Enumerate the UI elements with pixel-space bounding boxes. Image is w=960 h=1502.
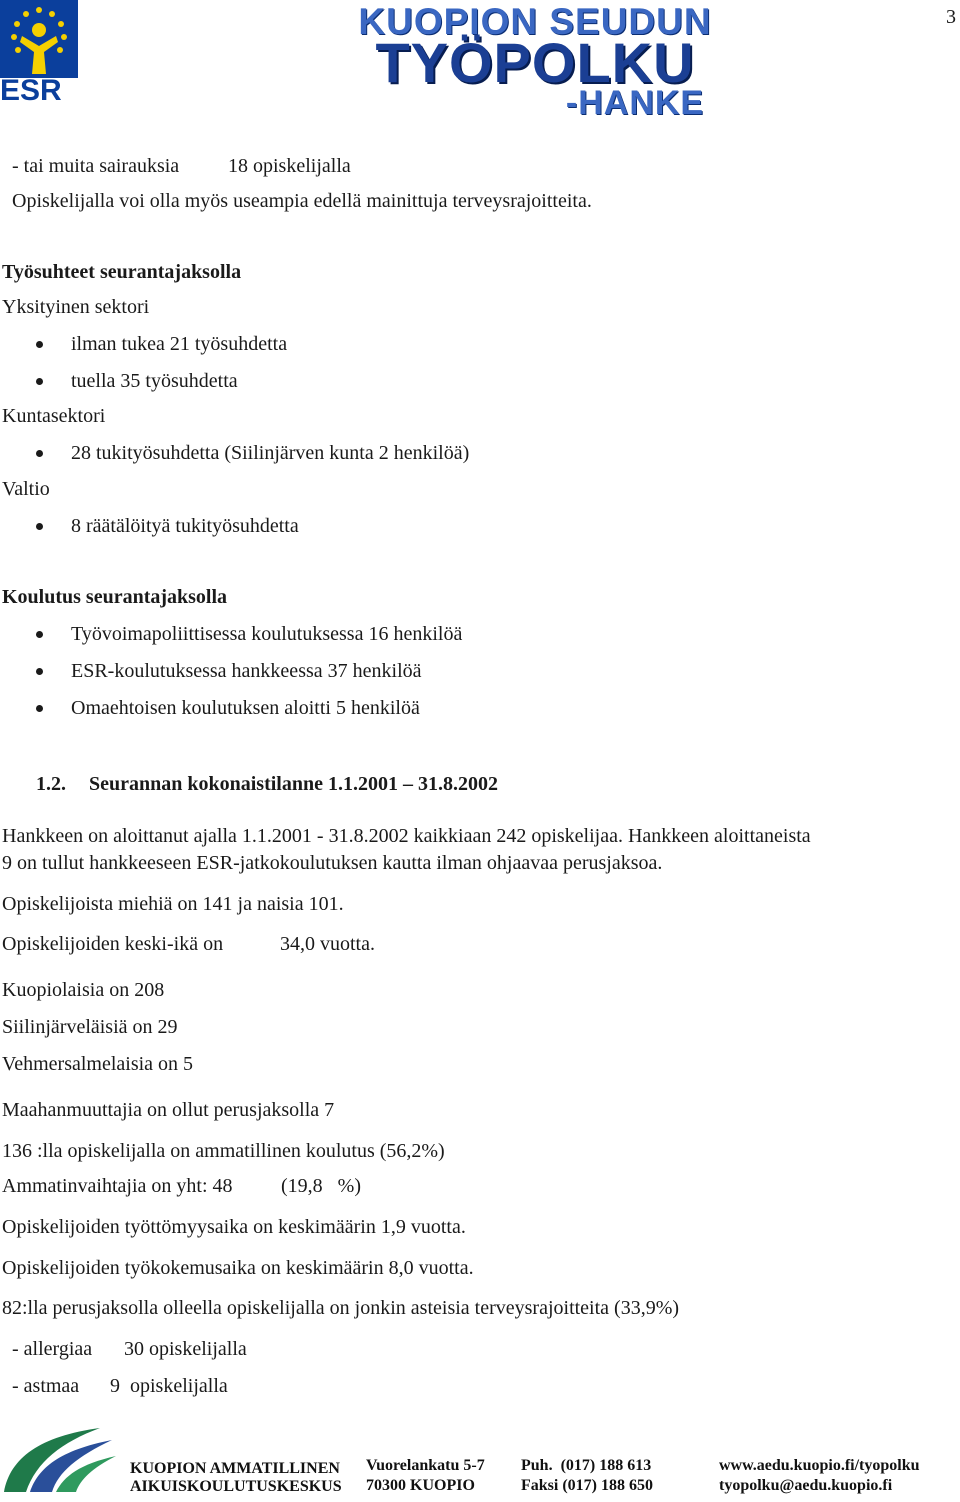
esr-logo [0, 0, 80, 106]
banner-line2: TYÖPOLKU [375, 31, 695, 94]
vehmersalmi-line: Vehmersalmelaisia on 5 [2, 1053, 194, 1075]
allergy-value: 30 opiskelijalla [124, 1338, 247, 1360]
asthma-label: - astmaa [12, 1375, 80, 1397]
para1-line2: 9 on tullut hankkeeseen ESR-jatkokoulutuksen kautta ilman ohjaavaa perusjaksoa. [2, 852, 663, 874]
bullet-icon [36, 705, 43, 712]
footer-phone: Puh. (017) 188 613 [521, 1457, 652, 1474]
section-title: Seurannan kokonaistilanne 1.1.2001 – 31.8.2002 [89, 773, 498, 795]
banner-line1: KUOPION SEUDUN [358, 1, 712, 42]
vocational-line: 136 :lla opiskelijalla on ammatillinen koulutus (56,2%) [2, 1140, 445, 1162]
footer-org-line1: KUOPION AMMATILLINEN [130, 1460, 340, 1477]
age-value: 34,0 vuotta. [280, 933, 375, 955]
para1-line1: Hankkeen on aloittanut ajalla 1.1.2001 - 31.8.2002 kaikkiaan 242 opiskelijaa. Hankkeen aloittaneista [2, 825, 811, 847]
municipal-sector-label: Kuntasektori [2, 405, 106, 427]
state-sector-label: Valtio [2, 478, 50, 500]
aedu-logo [0, 1418, 120, 1496]
private-item-1: ilman tukea 21 työsuhdetta [71, 333, 288, 355]
tyopolku-banner [355, 2, 720, 120]
footer-fax: Faksi (017) 188 650 [521, 1477, 653, 1494]
career-change-label: Ammatinvaihtajia on yht: 48 [2, 1175, 233, 1197]
intro-line2: Opiskelijalla voi olla myös useampia edellä mainittuja terveysrajoitteita. [12, 190, 592, 212]
employment-heading: Työsuhteet seurantajaksolla [2, 261, 242, 283]
kuopio-line: Kuopiolaisia on 208 [2, 979, 165, 1001]
bullet-icon [36, 523, 43, 530]
intro-line1-label: - tai muita sairauksia [12, 155, 180, 177]
private-sector-label: Yksityinen sektori [2, 296, 150, 318]
state-item-1: 8 räätälöityä tukityösuhdetta [71, 515, 299, 537]
bullet-icon [36, 631, 43, 638]
footer-address-line2: 70300 KUOPIO [366, 1477, 475, 1494]
page-number: 3 [946, 6, 956, 28]
training-item-3: Omaehtoisen koulutuksen aloitti 5 henkilöä [71, 697, 420, 719]
eu-stars-icon [0, 0, 78, 78]
gender-line: Opiskelijoista miehiä on 141 ja naisia 101. [2, 893, 344, 915]
footer-web-link[interactable]: www.aedu.kuopio.fi/tyopolku [719, 1457, 920, 1474]
age-label: Opiskelijoiden keski-ikä on [2, 933, 224, 955]
training-item-1: Työvoimapoliittisessa koulutuksessa 16 henkilöä [71, 623, 463, 645]
banner-line3: -HANKE [565, 84, 705, 122]
training-heading: Koulutus seurantajaksolla [2, 586, 228, 608]
footer-org-line2: AIKUISKOULUTUSKESKUS [130, 1478, 342, 1495]
bullet-icon [36, 341, 43, 348]
immigrants-line: Maahanmuuttajia on ollut perusjaksolla 7 [2, 1099, 335, 1121]
career-change-value: (19,8 %) [281, 1175, 361, 1197]
section-number: 1.2. [36, 773, 66, 795]
bullet-icon [36, 378, 43, 385]
training-item-2: ESR-koulutuksessa hankkeessa 37 henkilöä [71, 660, 422, 682]
intro-line1-value: 18 opiskelijalla [228, 155, 351, 177]
work-experience-line: Opiskelijoiden työkokemusaika on keskimäärin 8,0 vuotta. [2, 1257, 474, 1279]
footer-email-link[interactable]: tyopolku@aedu.kuopio.fi [719, 1477, 893, 1494]
unemployment-line: Opiskelijoiden työttömyysaika on keskimäärin 1,9 vuotta. [2, 1216, 466, 1238]
bullet-icon [36, 668, 43, 675]
esr-logo-text: ESR [0, 74, 62, 107]
municipal-item-1: 28 tukityösuhdetta (Siilinjärven kunta 2 henkilöä) [71, 442, 470, 464]
swoosh-logo-icon [0, 1418, 120, 1496]
allergy-label: - allergiaa [12, 1338, 93, 1360]
health-line: 82:lla perusjaksolla olleella opiskelijalla on jonkin asteisia terveysrajoitteita (33,9%) [2, 1297, 680, 1319]
private-item-2: tuella 35 työsuhdetta [71, 370, 238, 392]
siilinjarvi-line: Siilinjärveläisiä on 29 [2, 1016, 178, 1038]
asthma-value: 9 opiskelijalla [110, 1375, 228, 1397]
bullet-icon [36, 450, 43, 457]
footer-address-line1: Vuorelankatu 5-7 [366, 1457, 485, 1474]
esr-emblem [0, 0, 78, 78]
